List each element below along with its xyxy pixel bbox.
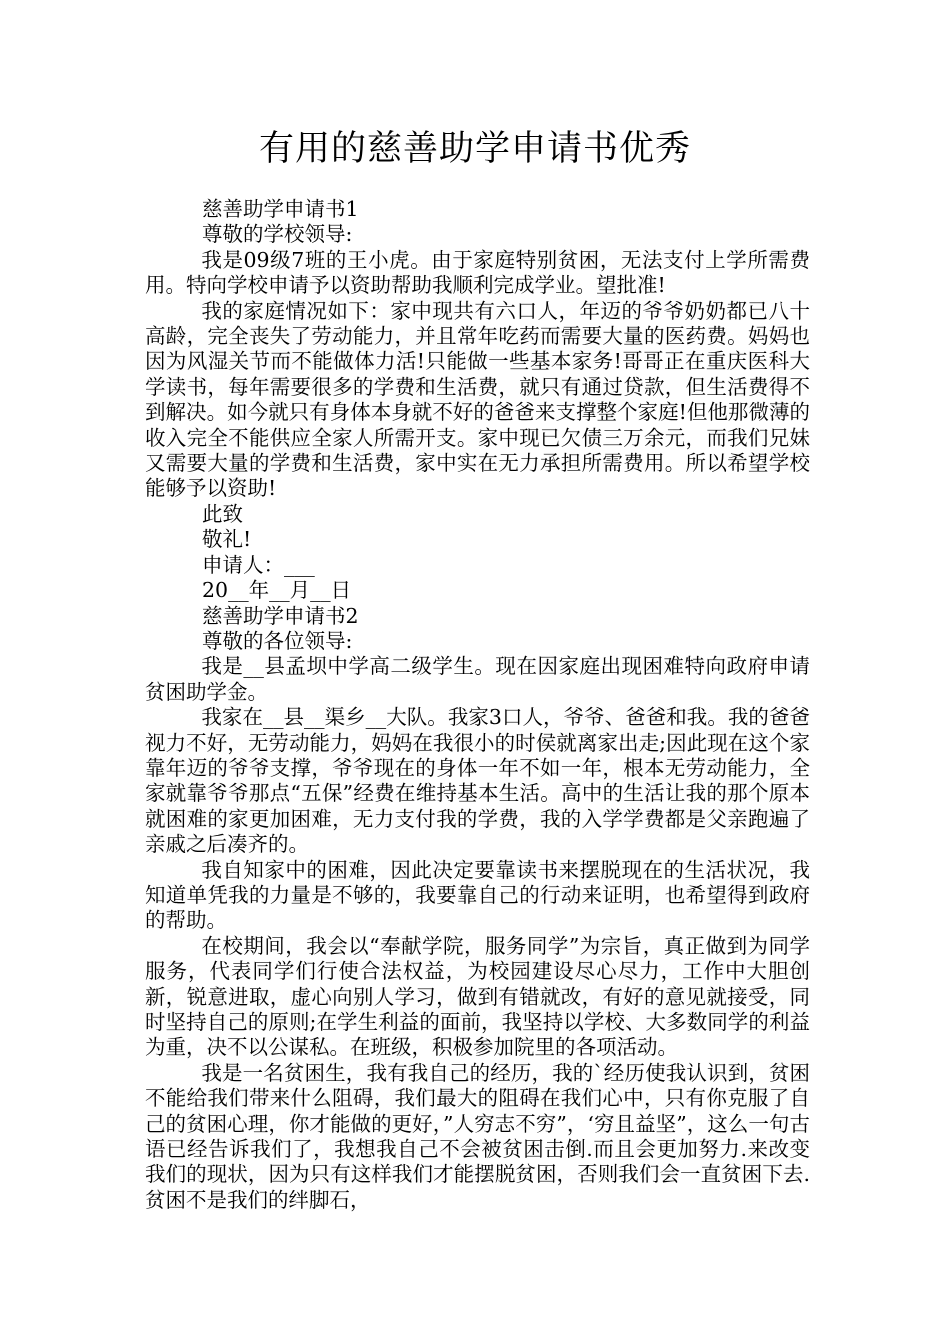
text-line: 敬礼!: [202, 527, 252, 552]
paragraph: 我的家庭情况如下：家中现共有六口人，年迈的爷爷奶奶都已八十高龄，完全丧失了劳动能力，并且常年吃药而需要大量的医药费。妈妈也因为风湿关节而不能做体力活!只能做一些基本家务!哥哥正在重庆医科大学读书，每年需要很多的学费和生活费，就只有通过贷款，但生活费得不到解决。如今就只有身体本身就不好的爸爸来支撑整个家庭!但他那微薄的收入完全不能供应全家人所需开支。家中现已欠债三万余元，而我们兄妹又需要大量的学费和生活费，家中实在无力承担所需费用。所以希望学校能够予以资助!: [145, 298, 810, 501]
paragraph: 我是一名贫困生，我有我自己的经历，我的`经历使我认识到，贫困不能给我们带来什么阻碍，我们最大的阻碍在我们心中，只有你克服了自己的贫困心理，你才能做的更好，”人穷志不穷”，‘穷且益坚”，这么一句古语已经告诉我们了，我想我自己不会被贫困击倒.而且会更加努力.来改变我们的现状，因为只有这样我们才能摆脱贫困，否则我们会一直贫困下去.贫困不是我们的绊脚石，: [145, 1060, 810, 1212]
paragraph: 我是__县孟坝中学高二级学生。现在因家庭出现困难特向政府申请贫困助学金。: [145, 654, 810, 704]
document-title: 有用的慈善助学申请书优秀: [258, 129, 691, 169]
text-line: 20__年__月__日: [202, 578, 352, 603]
paragraph: 我是09级7班的王小虎。由于家庭特别贫困，无法支付上学所需费用。特向学校申请予以资助帮助我顺利完成学业。望批准!: [145, 247, 810, 298]
paragraph: 在校期间，我会以“奉献学院，服务同学”为宗旨，真正做到为同学服务，代表同学们行使合法权益，为校园建设尽心尽力，工作中大胆创新，锐意进取，虚心向别人学习，做到有错就改，有好的意见就接受，同时坚持自己的原则;在学生利益的面前，我坚持以学校、大多数同学的利益为重，决不以公谋私。在班级，积极参加院里的各项活动。: [145, 933, 810, 1060]
text-line: 申请人：___: [202, 552, 315, 577]
text-line: 此致: [202, 501, 243, 526]
document-body: [145, 197, 810, 1213]
text-line: 尊敬的学校领导:: [202, 222, 353, 247]
text-line: 慈善助学申请书1: [202, 197, 359, 221]
text-line: 尊敬的各位领导:: [202, 628, 353, 653]
paragraph: 我家在__县__渠乡__大队。我家3口人，爷爷、爸爸和我。我的爸爸视力不好，无劳动能力，妈妈在我很小的时侯就离家出走;因此现在这个家靠年迈的爷爷支撑，爷爷现在的身体一年不如一年，根本无劳动能力，全家就靠爷爷那点“五保”经费在维持基本生活。高中的生活让我的那个原本就困难的家更加困难，无力支付我的学费，我的入学学费都是父亲跑遍了亲戚之后凑齐的。: [145, 705, 810, 857]
paragraph: 我自知家中的困难，因此决定要靠读书来摆脱现在的生活状况，我知道单凭我的力量是不够的，我要靠自己的行动来证明，也希望得到政府的帮助。: [145, 857, 810, 933]
text-line: 慈善助学申请书2: [202, 603, 359, 628]
